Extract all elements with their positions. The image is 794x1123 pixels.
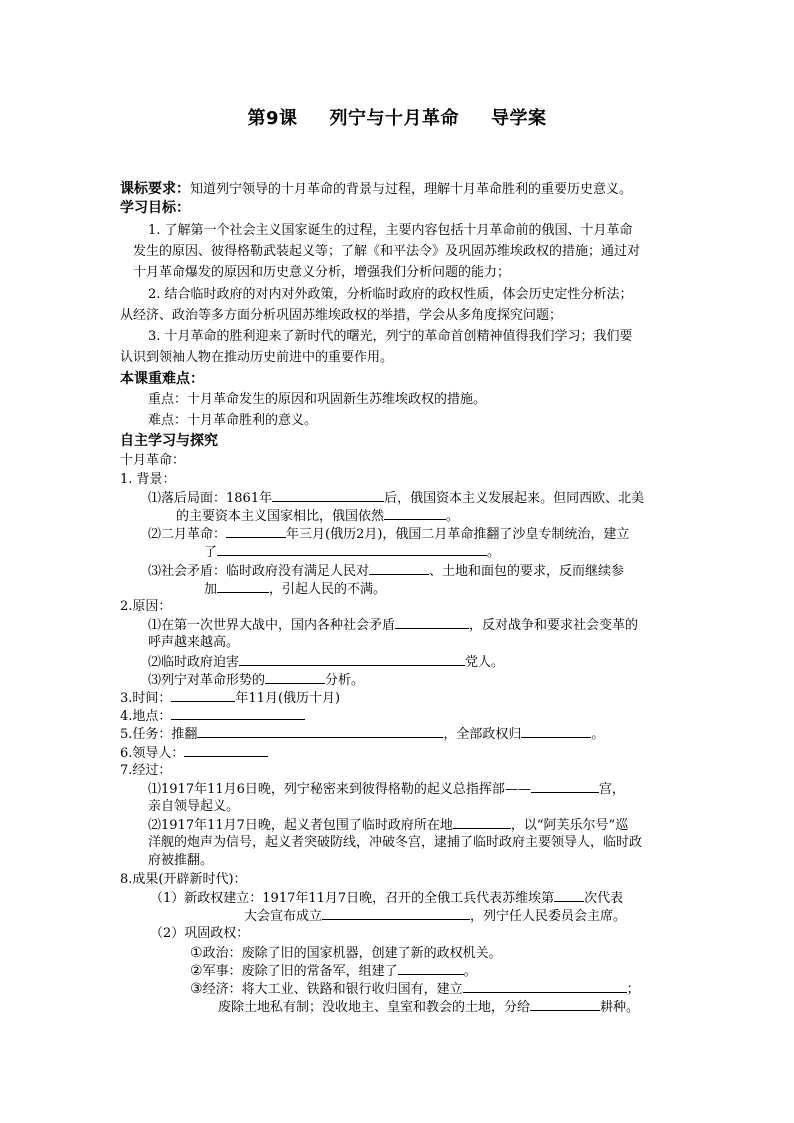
blank-war[interactable] bbox=[217, 580, 269, 593]
background-item-1 bbox=[148, 489, 644, 508]
r1-text-c: 大会宣布成立 bbox=[244, 909, 323, 924]
blank-state-ownership[interactable] bbox=[463, 980, 627, 993]
background-item-3 bbox=[148, 562, 624, 581]
blank-overthrow[interactable] bbox=[197, 725, 443, 738]
bg2-text-c: 了 bbox=[204, 545, 218, 560]
economy-text-c: 废除土地私有制；没收地主、皇室和教会的土地，分给 bbox=[218, 1000, 531, 1015]
background-item-1-cont bbox=[176, 507, 459, 526]
circled-one: ① bbox=[190, 945, 203, 961]
r1-text-d: ，列宁任人民委员会主席。 bbox=[470, 909, 627, 924]
cause-item-1-cont: 呼声越来越高。 bbox=[148, 635, 240, 650]
bg2-text-b: 年三月(俄历2月)，俄国二月革命推翻了沙皇专制统治，建立 bbox=[286, 527, 630, 542]
background-item-2 bbox=[148, 525, 629, 544]
result-item-1 bbox=[150, 889, 623, 908]
blank-headquarters-palace[interactable] bbox=[531, 780, 599, 793]
background-item-2-cont bbox=[204, 543, 500, 562]
time-item bbox=[120, 689, 340, 708]
place-item bbox=[120, 707, 305, 726]
blank-farmers[interactable] bbox=[530, 998, 600, 1011]
consolidation-economy bbox=[190, 980, 640, 999]
blank-red-army[interactable] bbox=[398, 962, 464, 975]
cause-item-3 bbox=[148, 671, 364, 690]
blank-persecuted-party[interactable] bbox=[239, 653, 465, 666]
blank-social-conflicts[interactable] bbox=[395, 616, 469, 629]
bg3-text-b: 、土地和面包的要求，反而继续参 bbox=[429, 564, 625, 579]
cause-item-1 bbox=[148, 616, 638, 635]
blank-russia-status[interactable] bbox=[384, 507, 446, 520]
bg1-text-b: 后，俄国资本主义发展起来。但同西欧、北美 bbox=[384, 491, 645, 506]
goal-3-line-1: 3. 十月革命的胜利迎来了新时代的曙光，列宁的革命首创精神值得我们学习；我们要 bbox=[148, 329, 633, 344]
task-text-c: 。 bbox=[591, 727, 605, 742]
blank-year[interactable] bbox=[171, 689, 235, 702]
task-text-b: ，全部政权归 bbox=[443, 727, 522, 742]
military-text-b: 。 bbox=[463, 964, 477, 979]
leader-text: 6.领导人： bbox=[120, 746, 185, 761]
bg3-text-a: ⑶社会矛盾：临时政府没有满足人民对 bbox=[148, 564, 370, 579]
blank-government-seat[interactable] bbox=[453, 816, 511, 829]
c1-text-b: ，反对战争和要求社会变革的 bbox=[469, 618, 639, 633]
process-item-2 bbox=[148, 816, 628, 835]
process-item-1 bbox=[148, 780, 625, 799]
blank-place[interactable] bbox=[171, 707, 305, 720]
keypoint-difficulty: 难点：十月革命胜利的意义。 bbox=[148, 413, 318, 428]
process-heading: 7.经过： bbox=[120, 763, 172, 778]
bg2-text-d: 。 bbox=[487, 545, 501, 560]
consolidation-military bbox=[190, 962, 477, 981]
lesson-number: 第9课 bbox=[247, 108, 298, 129]
circled-three: ③ bbox=[190, 981, 203, 997]
r1-text-b: 次代表 bbox=[584, 891, 624, 906]
goal-2-line-2: 从经济、政治等多方面分析巩固苏维埃政权的举措，学会从多角度探究问题； bbox=[120, 308, 563, 323]
r1-text-a: （1）新政权建立：1917年11月7日晚，召开的全俄工兵代表苏维埃第 bbox=[150, 891, 555, 906]
p2-text-a: ⑵1917年11月7日晚，起义者包围了临时政府所在地 bbox=[148, 818, 453, 833]
goal-2-line-1: 2. 结合临时政府的对内对外政策，分析临时政府的政权性质，体会历史定性分析法； bbox=[148, 287, 633, 302]
consolidation-economy-cont bbox=[218, 998, 639, 1017]
p1-text-b: 宫， bbox=[598, 782, 625, 797]
blank-new-state[interactable] bbox=[322, 907, 470, 920]
standard-line bbox=[120, 180, 632, 199]
blank-1861-reform[interactable] bbox=[272, 489, 384, 502]
result-heading: 8.成果(开辟新时代)： bbox=[120, 872, 247, 887]
standard-label: 课标要求： bbox=[120, 181, 190, 197]
background-heading: 1. 背景： bbox=[120, 472, 176, 487]
c2-text-a: ⑵临时政府迫害 bbox=[148, 655, 240, 670]
bg3-text-c: 加 bbox=[204, 582, 218, 597]
standard-text: 知道列宁领导的十月革命的背景与过程，理解十月革命胜利的重要历史意义。 bbox=[190, 182, 633, 197]
bg3-text-d: ，引起人民的不满。 bbox=[269, 582, 387, 597]
economy-text-d: 耕种。 bbox=[600, 1000, 640, 1015]
keypoints-heading: 本课重难点： bbox=[120, 371, 204, 387]
economy-text-a: 经济：将大工业、铁路和银行收归国有，建立 bbox=[202, 982, 463, 997]
task-item bbox=[120, 725, 604, 744]
background-item-3-cont bbox=[204, 580, 386, 599]
bg1-text-d: 。 bbox=[446, 509, 460, 524]
goal-1-line-2: 发生的原因、彼得格勒武装起义等；了解《和平法令》及巩固苏维埃政权的措施；通过对 bbox=[133, 244, 641, 259]
study-subheading: 十月革命： bbox=[120, 453, 186, 468]
blank-lenin-analysis[interactable] bbox=[265, 671, 325, 684]
consolidation-politics bbox=[190, 944, 502, 963]
result-item-1-cont bbox=[244, 907, 626, 926]
blank-peoples-demand[interactable] bbox=[369, 562, 429, 575]
task-text-a: 5.任务：推翻 bbox=[120, 727, 198, 742]
bg1-text-c: 的主要资本主义国家相比，俄国依然 bbox=[176, 509, 385, 524]
c3-text-a: ⑶列宁对革命形势的 bbox=[148, 673, 266, 688]
blank-congress-number[interactable] bbox=[554, 889, 584, 902]
lesson-topic: 列宁与十月革命 bbox=[329, 108, 460, 129]
place-text: 4.地点： bbox=[120, 709, 172, 724]
worksheet-kind: 导学案 bbox=[491, 108, 547, 129]
blank-feb-revolution-year[interactable] bbox=[226, 525, 286, 538]
page-title bbox=[0, 104, 794, 130]
goals-heading: 学习目标： bbox=[120, 200, 190, 216]
p2-text-b: ，以“阿芙乐尔号”巡 bbox=[510, 818, 629, 833]
goal-3-line-2: 认识到领袖人物在推动历史前进中的重要作用。 bbox=[120, 350, 394, 365]
process-item-2-end: 府被推翻。 bbox=[148, 853, 214, 868]
leader-item bbox=[120, 744, 268, 763]
goal-1-line-3: 十月革命爆发的原因和历史意义分析，增强我们分析问题的能力； bbox=[133, 265, 511, 280]
circled-two: ② bbox=[190, 963, 203, 979]
c3-text-b: 分析。 bbox=[325, 673, 365, 688]
politics-text: 政治：废除了旧的国家机器，创建了新的政权机关。 bbox=[202, 946, 502, 961]
blank-power-to[interactable] bbox=[521, 725, 591, 738]
process-item-2-cont: 洋舰的炮声为信号，起义者突破防线，冲破冬宫，逮捕了临时政府主要领导人，临时政 bbox=[148, 835, 643, 850]
blank-provisional-government[interactable] bbox=[217, 543, 487, 556]
c1-text-a: ⑴在第一次世界大战中，国内各种社会矛盾 bbox=[148, 618, 396, 633]
economy-text-b: ； bbox=[626, 982, 640, 997]
time-text-a: 3.时间： bbox=[120, 691, 172, 706]
cause-item-2 bbox=[148, 653, 504, 672]
process-item-1-cont: 亲自领导起义。 bbox=[148, 799, 240, 814]
keypoint-focus: 重点：十月革命发生的原因和巩固新生苏维埃政权的措施。 bbox=[148, 392, 487, 407]
time-text-b: 年11月(俄历十月) bbox=[235, 691, 341, 706]
cause-heading: 2.原因： bbox=[120, 599, 172, 614]
c2-text-b: 党人。 bbox=[465, 655, 505, 670]
goal-1-line-1: 1. 了解第一个社会主义国家诞生的过程，主要内容包括十月革命前的俄国、十月革命 bbox=[148, 223, 633, 238]
study-heading: 自主学习与探究 bbox=[120, 433, 218, 449]
p1-text-a: ⑴1917年11月6日晚，列宁秘密来到彼得格勒的起义总指挥部—— bbox=[148, 782, 531, 797]
bg2-text-a: ⑵二月革命： bbox=[148, 527, 227, 542]
military-text-a: 军事：废除了旧的常备军，组建了 bbox=[202, 964, 398, 979]
result-item-2: （2）巩固政权： bbox=[150, 926, 250, 941]
bg1-text-a: ⑴落后局面：1861年 bbox=[148, 491, 273, 506]
blank-leader[interactable] bbox=[184, 744, 268, 757]
